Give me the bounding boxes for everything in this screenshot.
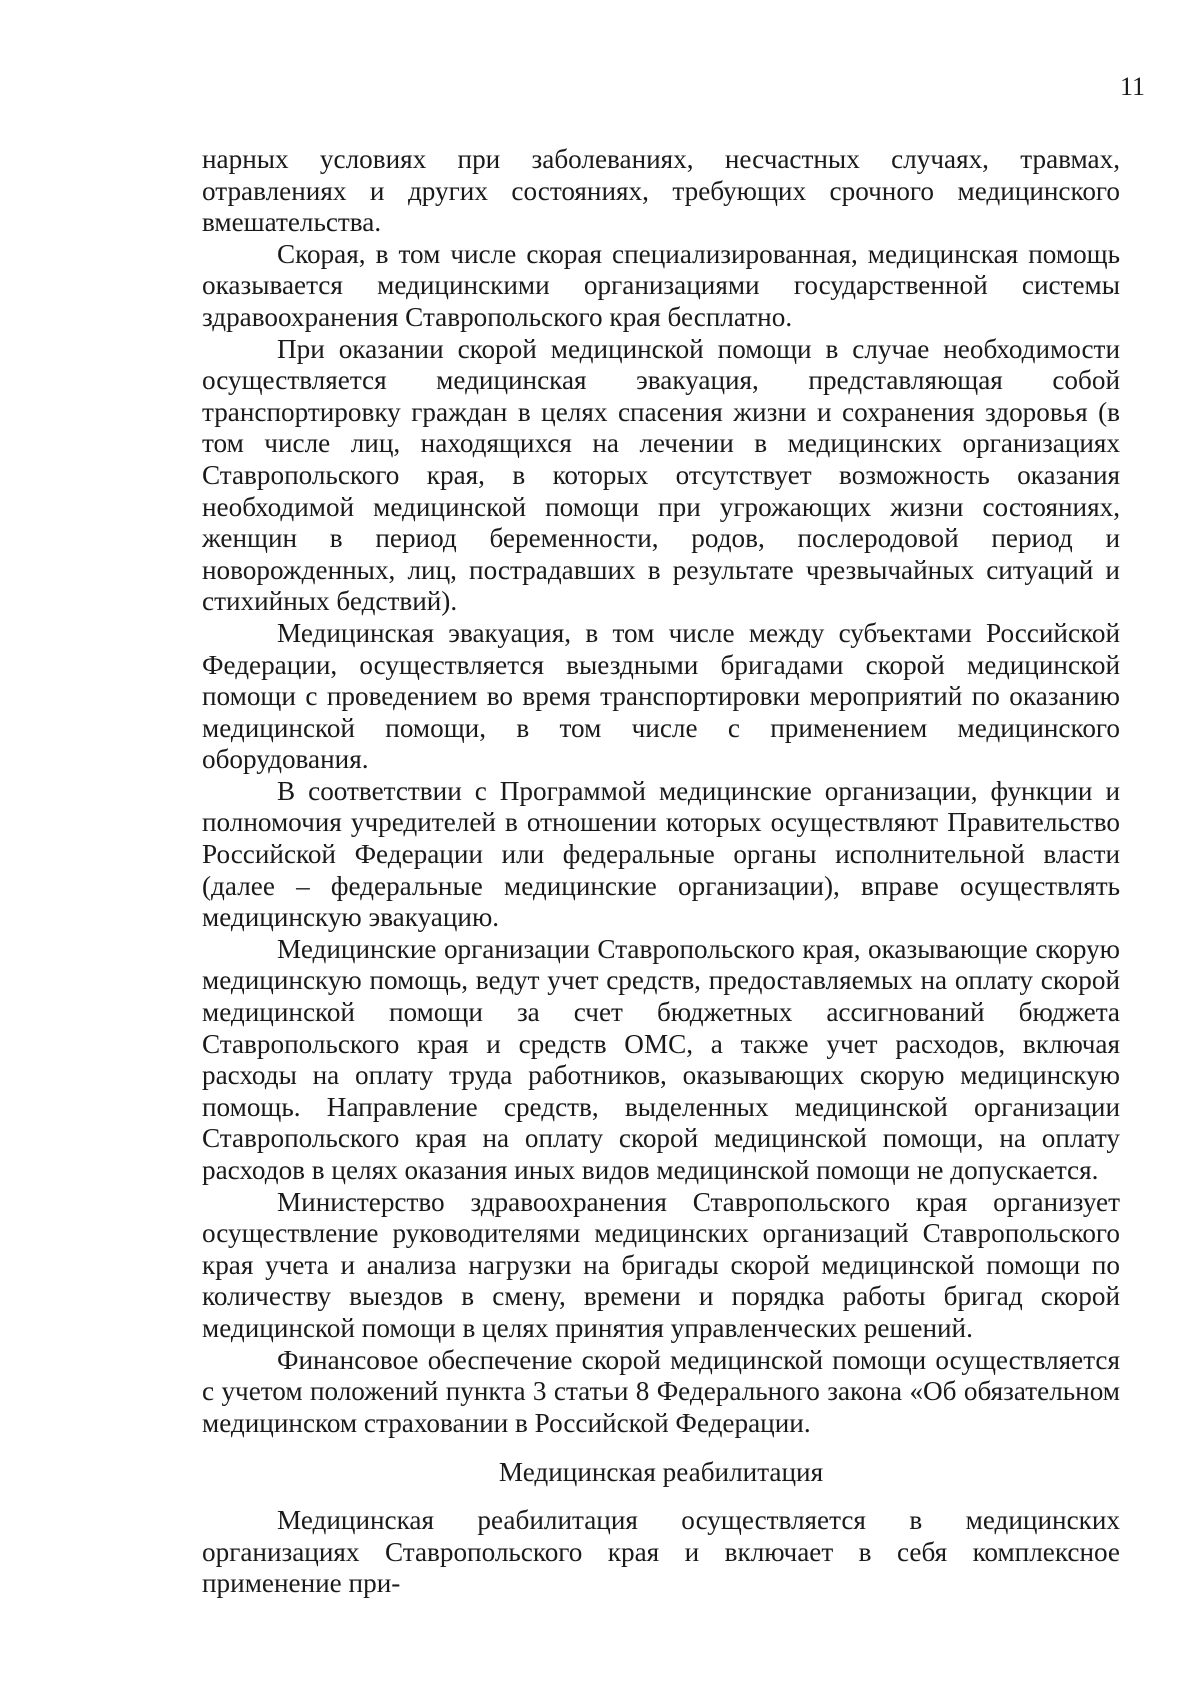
paragraph: В соответствии с Программой медицинские организации, функции и полномочия учредителей в отношении которых осуществляют Правительство Российской Федерации или федеральные органы исполнительной власти (далее – федеральные медицинские организации), вправе осуществлять медицинскую эвакуацию. [202, 775, 1120, 933]
paragraph: Медицинская эвакуация, в том числе между субъектами Российской Федерации, осуществляется выездными бригадами скорой медицинской помощи с проведением во время транспортировки мероприятий по оказанию медицинской помощи, в том числе с применением медицинского оборудования. [202, 617, 1120, 775]
section-heading: Медицинская реабилитация [498, 1457, 824, 1488]
paragraph: Министерство здравоохранения Ставропольского края организует осуществление руководителями медицинских организаций Ставропольского края учета и анализа нагрузки на бригады скорой медицинской помощи по количеству выездов в смену, времени и порядка работы бригад скорой медицинской помощи в целях принятия управленческих решений. [202, 1186, 1120, 1343]
paragraph: При оказании скорой медицинской помощи в случае необходимости осуществляется медицинская эвакуация, представляющая собой транспортировку граждан в целях спасения жизни и сохранения здоровья (в том числе лиц, находящихся на лечении в медицинских организациях Ставропольского края, в которых отсутствует возможность оказания необходимой медицинской помощи при угрожающих жизни состояниях, женщин в период беременности, родов, послеродовой период и новорожденных, лиц, пострадавших в результате чрезвычайных ситуаций и стихийных бедствий). [202, 333, 1120, 617]
paragraph: Финансовое обеспечение скорой медицинской помощи осуществляется с учетом положений пункта 3 статьи 8 Федерального закона «Об обязательном медицинском страховании в Российской Федерации. [202, 1344, 1120, 1438]
page-number: 11 [1120, 72, 1146, 101]
paragraph: Медицинские организации Ставропольского края, оказывающие скорую медицинскую помощь, ведут учет средств, предоставляемых на оплату скорой медицинской помощи за счет бюджетных ассигнований бюджета Ставропольского края и средств ОМС, а также учет расходов, включая расходы на оплату труда работников, оказывающих скорую медицинскую помощь. Направление средств, выделенных медицинской организации Ставропольского края на оплату скорой медицинской помощи, на оплату расходов в целях оказания иных видов медицинской помощи не допускается. [202, 933, 1120, 1185]
paragraph: нарных условиях при заболеваниях, несчастных случаях, травмах, отравлениях и других состояниях, требующих срочного медицинского вмешательства. [202, 144, 1120, 238]
paragraph: Скорая, в том числе скорая специализированная, медицинская помощь оказывается медицинскими организациями государственной системы здравоохранения Ставропольского края бесплатно. [202, 238, 1120, 332]
document-body [202, 144, 1120, 1600]
paragraph: Медицинская реабилитация осуществляется в медицинских организациях Ставропольского края и включает в себя комплексное применение при- [202, 1504, 1120, 1599]
